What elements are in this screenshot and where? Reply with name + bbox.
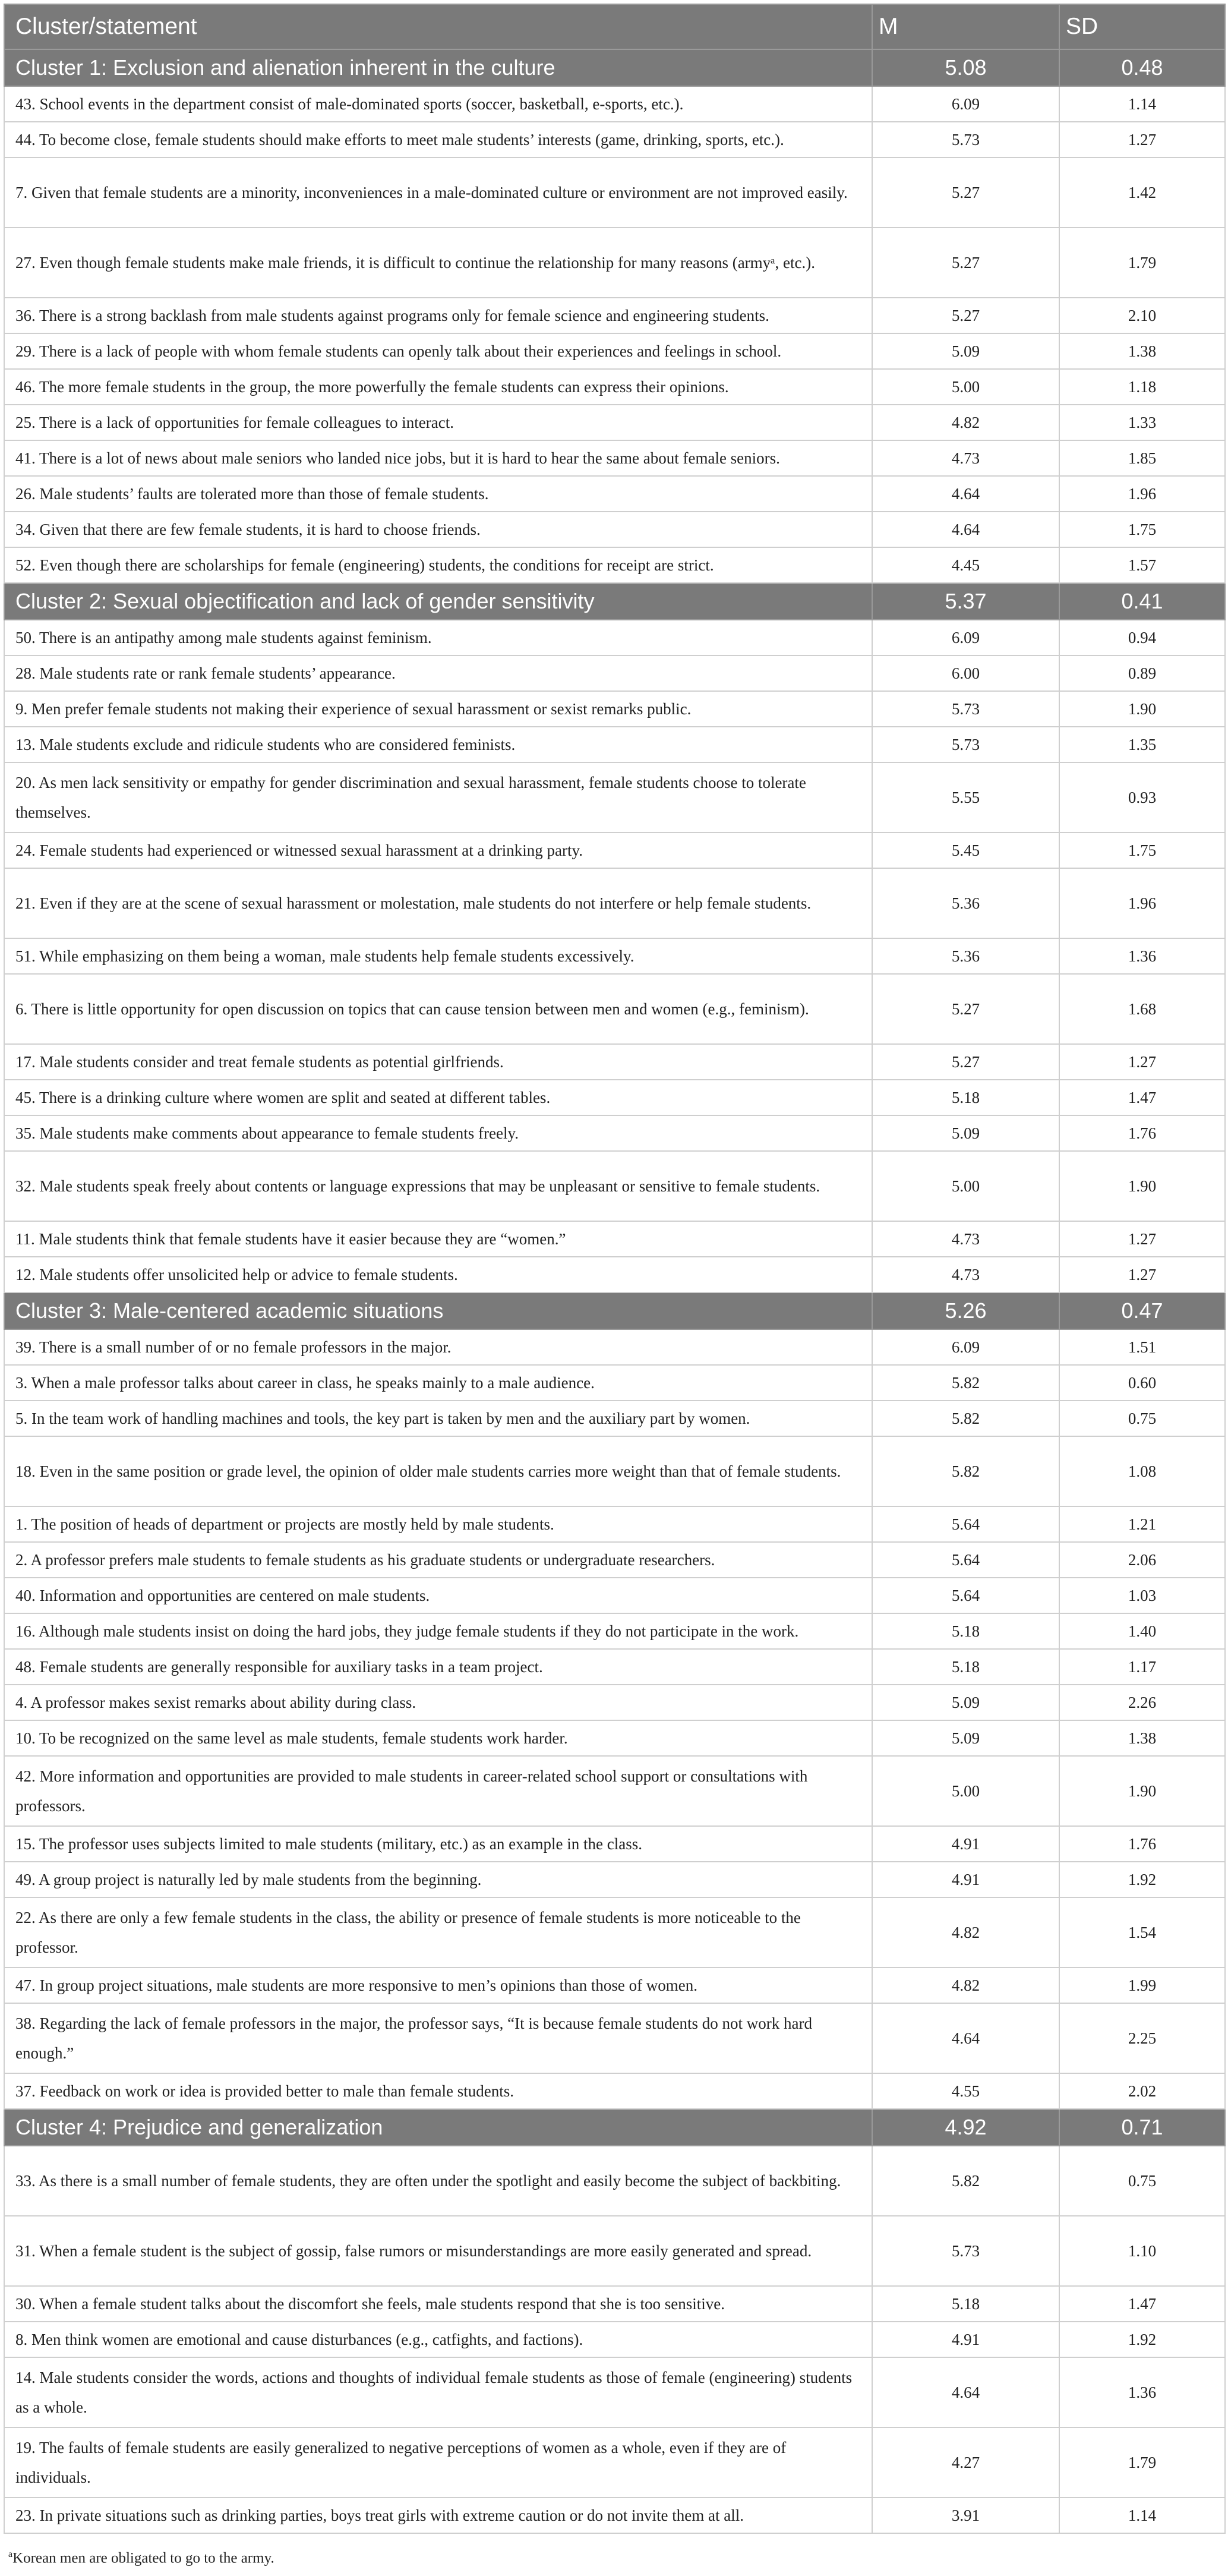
statement-text: 36. There is a strong backlash from male students against programs only for female science and engineering students. <box>4 298 872 333</box>
statement-text: 13. Male students exclude and ridicule students who are considered feminists. <box>4 727 872 762</box>
statement-text: 7. Given that female students are a minority, inconveniences in a male-dominated culture or environment are not improved easily. <box>4 157 872 228</box>
statement-mean: 5.09 <box>872 1115 1059 1151</box>
statement-mean: 4.91 <box>872 1826 1059 1862</box>
statement-mean: 5.27 <box>872 1044 1059 1080</box>
cluster-label: Cluster 2: Sexual objectification and lack of gender sensitivity <box>4 583 872 620</box>
statement-sd: 0.75 <box>1059 1401 1225 1436</box>
table-body <box>4 49 1225 2533</box>
statement-text: 17. Male students consider and treat female students as potential girlfriends. <box>4 1044 872 1080</box>
statement-sd: 1.47 <box>1059 1080 1225 1115</box>
table-row <box>4 405 1225 440</box>
statement-text: 22. As there are only a few female students in the class, the ability or presence of female students is more noticeable to the professor. <box>4 1897 872 1968</box>
statement-mean: 5.09 <box>872 1685 1059 1720</box>
statement-sd: 1.99 <box>1059 1968 1225 2003</box>
table-row <box>4 1365 1225 1401</box>
statement-sd: 1.96 <box>1059 868 1225 938</box>
table-row <box>4 1720 1225 1756</box>
statement-mean: 6.09 <box>872 620 1059 655</box>
cluster-label: Cluster 4: Prejudice and generalization <box>4 2109 872 2146</box>
statement-sd: 1.54 <box>1059 1897 1225 1968</box>
statement-mean: 5.18 <box>872 1613 1059 1649</box>
statement-sd: 1.03 <box>1059 1578 1225 1613</box>
table-row <box>4 1329 1225 1365</box>
statement-sd: 1.38 <box>1059 333 1225 369</box>
statement-text: 24. Female students had experienced or witnessed sexual harassment at a drinking party. <box>4 833 872 868</box>
statement-text: 48. Female students are generally responsible for auxiliary tasks in a team project. <box>4 1649 872 1685</box>
statement-sd: 1.85 <box>1059 440 1225 476</box>
statement-mean: 6.09 <box>872 86 1059 122</box>
statement-text: 8. Men think women are emotional and cause disturbances (e.g., catfights, and factions). <box>4 2322 872 2357</box>
statement-text: 14. Male students consider the words, actions and thoughts of individual female students as those of female (engineering) students as a whole. <box>4 2357 872 2427</box>
statement-mean: 5.82 <box>872 1401 1059 1436</box>
statement-text: 49. A group project is naturally led by male students from the beginning. <box>4 1862 872 1897</box>
statement-sd: 2.06 <box>1059 1542 1225 1578</box>
statement-mean: 6.00 <box>872 655 1059 691</box>
table-row <box>4 1756 1225 1826</box>
statement-text: 33. As there is a small number of female students, they are often under the spotlight and easily become the subject of backbiting. <box>4 2146 872 2216</box>
cluster-header-row <box>4 583 1225 620</box>
cluster-header-row <box>4 2109 1225 2146</box>
table-row <box>4 1080 1225 1115</box>
statement-text: 46. The more female students in the group, the more powerfully the female students can express their opinions. <box>4 369 872 405</box>
statement-mean: 5.82 <box>872 2146 1059 2216</box>
table-row <box>4 2286 1225 2322</box>
table-row <box>4 2003 1225 2073</box>
statement-sd: 1.27 <box>1059 1044 1225 1080</box>
statement-mean: 4.73 <box>872 1257 1059 1292</box>
statement-text: 19. The faults of female students are easily generalized to negative perceptions of women as a whole, even if they are of individuals. <box>4 2427 872 2498</box>
statement-mean: 5.45 <box>872 833 1059 868</box>
statement-mean: 5.09 <box>872 333 1059 369</box>
statement-mean: 4.64 <box>872 476 1059 512</box>
statement-sd: 1.47 <box>1059 2286 1225 2322</box>
statement-mean: 5.73 <box>872 727 1059 762</box>
statement-text: 23. In private situations such as drinking parties, boys treat girls with extreme caution or do not invite them at all. <box>4 2498 872 2533</box>
statement-text: 25. There is a lack of opportunities for female colleagues to interact. <box>4 405 872 440</box>
table-row <box>4 228 1225 298</box>
statement-text: 30. When a female student talks about the discomfort she feels, male students respond that she is too sensitive. <box>4 2286 872 2322</box>
table-row <box>4 476 1225 512</box>
statement-text: 26. Male students’ faults are tolerated more than those of female students. <box>4 476 872 512</box>
cluster-mean: 4.92 <box>872 2109 1059 2146</box>
table-row <box>4 1862 1225 1897</box>
statement-mean: 5.64 <box>872 1542 1059 1578</box>
statement-mean: 5.73 <box>872 691 1059 727</box>
statement-sd: 1.96 <box>1059 476 1225 512</box>
statement-text: 3. When a male professor talks about career in class, he speaks mainly to a male audience. <box>4 1365 872 1401</box>
table-row <box>4 1826 1225 1862</box>
statement-mean: 4.82 <box>872 1897 1059 1968</box>
statement-mean: 5.36 <box>872 868 1059 938</box>
statement-text: 18. Even in the same position or grade level, the opinion of older male students carries more weight than that of female students. <box>4 1436 872 1506</box>
statement-mean: 4.64 <box>872 2357 1059 2427</box>
statement-text: 12. Male students offer unsolicited help or advice to female students. <box>4 1257 872 1292</box>
statement-sd: 1.75 <box>1059 833 1225 868</box>
statement-sd: 2.25 <box>1059 2003 1225 2073</box>
statement-mean: 5.55 <box>872 762 1059 833</box>
statement-mean: 3.91 <box>872 2498 1059 2533</box>
table-row <box>4 1151 1225 1221</box>
statement-sd: 1.36 <box>1059 2357 1225 2427</box>
statement-mean: 5.36 <box>872 938 1059 974</box>
statement-sd: 1.14 <box>1059 86 1225 122</box>
statement-text: 31. When a female student is the subject of gossip, false rumors or misunderstandings are more easily generated and spread. <box>4 2216 872 2286</box>
statement-table <box>4 4 1226 2534</box>
table-row <box>4 1436 1225 1506</box>
table-row <box>4 333 1225 369</box>
table-row <box>4 727 1225 762</box>
statement-sd: 1.27 <box>1059 1257 1225 1292</box>
table-row <box>4 2073 1225 2109</box>
cluster-mean: 5.37 <box>872 583 1059 620</box>
statement-sd: 1.76 <box>1059 1826 1225 1862</box>
statement-text: 5. In the team work of handling machines and tools, the key part is taken by men and the auxiliary part by women. <box>4 1401 872 1436</box>
statement-sd: 1.42 <box>1059 157 1225 228</box>
statement-mean: 4.64 <box>872 512 1059 547</box>
statement-text: 10. To be recognized on the same level as male students, female students work harder. <box>4 1720 872 1756</box>
statement-mean: 5.64 <box>872 1506 1059 1542</box>
statement-text: 21. Even if they are at the scene of sexual harassment or molestation, male students do not interfere or help female students. <box>4 868 872 938</box>
statement-mean: 5.73 <box>872 2216 1059 2286</box>
statement-sd: 1.35 <box>1059 727 1225 762</box>
cluster-header-row <box>4 49 1225 86</box>
table-header-row <box>4 4 1225 49</box>
statement-mean: 5.18 <box>872 1649 1059 1685</box>
statement-sd: 1.92 <box>1059 1862 1225 1897</box>
statement-sd: 2.26 <box>1059 1685 1225 1720</box>
statement-text: 34. Given that there are few female students, it is hard to choose friends. <box>4 512 872 547</box>
statement-sd: 1.68 <box>1059 974 1225 1044</box>
table-row <box>4 2322 1225 2357</box>
table-row <box>4 369 1225 405</box>
statement-mean: 5.09 <box>872 1720 1059 1756</box>
table-row <box>4 1506 1225 1542</box>
cluster-mean: 5.08 <box>872 49 1059 86</box>
cluster-sd: 0.71 <box>1059 2109 1225 2146</box>
statement-text: 40. Information and opportunities are centered on male students. <box>4 1578 872 1613</box>
statement-mean: 5.00 <box>872 1151 1059 1221</box>
statement-sd: 1.76 <box>1059 1115 1225 1151</box>
footnote-marker: a <box>8 2549 13 2559</box>
statement-text: 32. Male students speak freely about contents or language expressions that may be unpleasant or sensitive to female students. <box>4 1151 872 1221</box>
statement-mean: 5.18 <box>872 1080 1059 1115</box>
statement-mean: 4.91 <box>872 1862 1059 1897</box>
statement-text: 2. A professor prefers male students to female students as his graduate students or undergraduate researchers. <box>4 1542 872 1578</box>
statement-text: 20. As men lack sensitivity or empathy for gender discrimination and sexual harassment, female students choose to tolerate themselves. <box>4 762 872 833</box>
statement-mean: 5.82 <box>872 1365 1059 1401</box>
statement-mean: 5.27 <box>872 298 1059 333</box>
table-row <box>4 938 1225 974</box>
statement-sd: 0.60 <box>1059 1365 1225 1401</box>
statement-mean: 5.00 <box>872 369 1059 405</box>
cluster-sd: 0.41 <box>1059 583 1225 620</box>
statement-text: 43. School events in the department consist of male-dominated sports (soccer, basketball, e-sports, etc.). <box>4 86 872 122</box>
statement-sd: 1.10 <box>1059 2216 1225 2286</box>
table-row <box>4 122 1225 157</box>
table-row <box>4 2216 1225 2286</box>
table-row <box>4 974 1225 1044</box>
statement-sd: 1.90 <box>1059 691 1225 727</box>
header-sd: SD <box>1059 4 1225 49</box>
statement-mean: 4.64 <box>872 2003 1059 2073</box>
statement-text: 38. Regarding the lack of female professors in the major, the professor says, “It is because female students do not work hard enough.” <box>4 2003 872 2073</box>
statement-text: 16. Although male students insist on doing the hard jobs, they judge female students if they do not participate in the work. <box>4 1613 872 1649</box>
statement-text: 27. Even though female students make male friends, it is difficult to continue the relationship for many reasons (armyᵃ, etc.). <box>4 228 872 298</box>
statement-sd: 1.57 <box>1059 547 1225 583</box>
table-row <box>4 868 1225 938</box>
statement-text: 47. In group project situations, male students are more responsive to men’s opinions than those of women. <box>4 1968 872 2003</box>
table-row <box>4 86 1225 122</box>
footnote <box>8 2549 274 2566</box>
statement-sd: 0.89 <box>1059 655 1225 691</box>
table-row <box>4 833 1225 868</box>
statement-text: 37. Feedback on work or idea is provided better to male than female students. <box>4 2073 872 2109</box>
cluster-mean: 5.26 <box>872 1292 1059 1329</box>
table-row <box>4 1044 1225 1080</box>
statement-text: 15. The professor uses subjects limited to male students (military, etc.) as an example in the class. <box>4 1826 872 1862</box>
statement-sd: 1.92 <box>1059 2322 1225 2357</box>
statement-sd: 1.17 <box>1059 1649 1225 1685</box>
statement-sd: 1.14 <box>1059 2498 1225 2533</box>
statement-mean: 5.73 <box>872 122 1059 157</box>
statement-text: 51. While emphasizing on them being a woman, male students help female students excessively. <box>4 938 872 974</box>
table-row <box>4 1542 1225 1578</box>
table-row <box>4 620 1225 655</box>
table-row <box>4 1115 1225 1151</box>
statement-mean: 5.18 <box>872 2286 1059 2322</box>
statement-text: 45. There is a drinking culture where women are split and seated at different tables. <box>4 1080 872 1115</box>
statement-mean: 4.55 <box>872 2073 1059 2109</box>
statement-mean: 6.09 <box>872 1329 1059 1365</box>
statement-sd: 1.79 <box>1059 228 1225 298</box>
header-mean: M <box>872 4 1059 49</box>
table-row <box>4 655 1225 691</box>
statement-mean: 5.27 <box>872 228 1059 298</box>
statement-sd: 1.36 <box>1059 938 1225 974</box>
statement-sd: 1.51 <box>1059 1329 1225 1365</box>
table-row <box>4 547 1225 583</box>
table-row <box>4 2146 1225 2216</box>
cluster-sd: 0.48 <box>1059 49 1225 86</box>
table-row <box>4 1578 1225 1613</box>
statement-mean: 4.82 <box>872 405 1059 440</box>
table-row <box>4 1257 1225 1292</box>
table-row <box>4 1968 1225 2003</box>
statement-text: 29. There is a lack of people with whom female students can openly talk about their experiences and feelings in school. <box>4 333 872 369</box>
statement-sd: 1.79 <box>1059 2427 1225 2498</box>
table-row <box>4 762 1225 833</box>
statement-text: 4. A professor makes sexist remarks about ability during class. <box>4 1685 872 1720</box>
cluster-header-row <box>4 1292 1225 1329</box>
statement-sd: 1.33 <box>1059 405 1225 440</box>
table-row <box>4 157 1225 228</box>
statement-sd: 1.08 <box>1059 1436 1225 1506</box>
statement-text: 44. To become close, female students should make efforts to meet male students’ interests (game, drinking, sports, etc.). <box>4 122 872 157</box>
table-row <box>4 1897 1225 1968</box>
statement-sd: 1.18 <box>1059 369 1225 405</box>
statement-mean: 5.27 <box>872 974 1059 1044</box>
footnote-text: Korean men are obligated to go to the army. <box>12 2550 274 2566</box>
statement-mean: 5.82 <box>872 1436 1059 1506</box>
statement-text: 28. Male students rate or rank female students’ appearance. <box>4 655 872 691</box>
statement-mean: 4.82 <box>872 1968 1059 2003</box>
statement-sd: 0.75 <box>1059 2146 1225 2216</box>
statement-mean: 5.00 <box>872 1756 1059 1826</box>
statement-text: 52. Even though there are scholarships for female (engineering) students, the conditions for receipt are strict. <box>4 547 872 583</box>
statement-text: 50. There is an antipathy among male students against feminism. <box>4 620 872 655</box>
statement-sd: 1.90 <box>1059 1756 1225 1826</box>
table-row <box>4 512 1225 547</box>
statement-text: 35. Male students make comments about appearance to female students freely. <box>4 1115 872 1151</box>
table-row <box>4 1649 1225 1685</box>
table-row <box>4 691 1225 727</box>
header-statement: Cluster/statement <box>4 4 872 49</box>
table-row <box>4 298 1225 333</box>
table-row <box>4 1221 1225 1257</box>
statement-sd: 0.93 <box>1059 762 1225 833</box>
cluster-label: Cluster 1: Exclusion and alienation inherent in the culture <box>4 49 872 86</box>
statement-sd: 2.02 <box>1059 2073 1225 2109</box>
table-row <box>4 1685 1225 1720</box>
table-row <box>4 2498 1225 2533</box>
statement-mean: 4.73 <box>872 440 1059 476</box>
table-row <box>4 1613 1225 1649</box>
statement-sd: 0.94 <box>1059 620 1225 655</box>
cluster-label: Cluster 3: Male-centered academic situations <box>4 1292 872 1329</box>
statement-text: 41. There is a lot of news about male seniors who landed nice jobs, but it is hard to hear the same about female seniors. <box>4 440 872 476</box>
statement-sd: 1.90 <box>1059 1151 1225 1221</box>
statement-sd: 1.21 <box>1059 1506 1225 1542</box>
statement-text: 1. The position of heads of department or projects are mostly held by male students. <box>4 1506 872 1542</box>
statement-text: 9. Men prefer female students not making their experience of sexual harassment or sexist remarks public. <box>4 691 872 727</box>
statement-mean: 4.73 <box>872 1221 1059 1257</box>
statement-text: 42. More information and opportunities are provided to male students in career-related school support or consultations with professors. <box>4 1756 872 1826</box>
statement-sd: 1.75 <box>1059 512 1225 547</box>
statement-sd: 1.27 <box>1059 1221 1225 1257</box>
statement-sd: 1.38 <box>1059 1720 1225 1756</box>
statement-text: 6. There is little opportunity for open discussion on topics that can cause tension between men and women (e.g., feminism). <box>4 974 872 1044</box>
statement-sd: 1.27 <box>1059 122 1225 157</box>
statement-mean: 4.45 <box>872 547 1059 583</box>
table-row <box>4 440 1225 476</box>
statement-sd: 2.10 <box>1059 298 1225 333</box>
statement-mean: 4.27 <box>872 2427 1059 2498</box>
table-row <box>4 2427 1225 2498</box>
cluster-sd: 0.47 <box>1059 1292 1225 1329</box>
table-row <box>4 1401 1225 1436</box>
statement-mean: 4.91 <box>872 2322 1059 2357</box>
statement-mean: 5.27 <box>872 157 1059 228</box>
statement-mean: 5.64 <box>872 1578 1059 1613</box>
statement-text: 11. Male students think that female students have it easier because they are “women.” <box>4 1221 872 1257</box>
table-row <box>4 2357 1225 2427</box>
statement-text: 39. There is a small number of or no female professors in the major. <box>4 1329 872 1365</box>
statement-sd: 1.40 <box>1059 1613 1225 1649</box>
